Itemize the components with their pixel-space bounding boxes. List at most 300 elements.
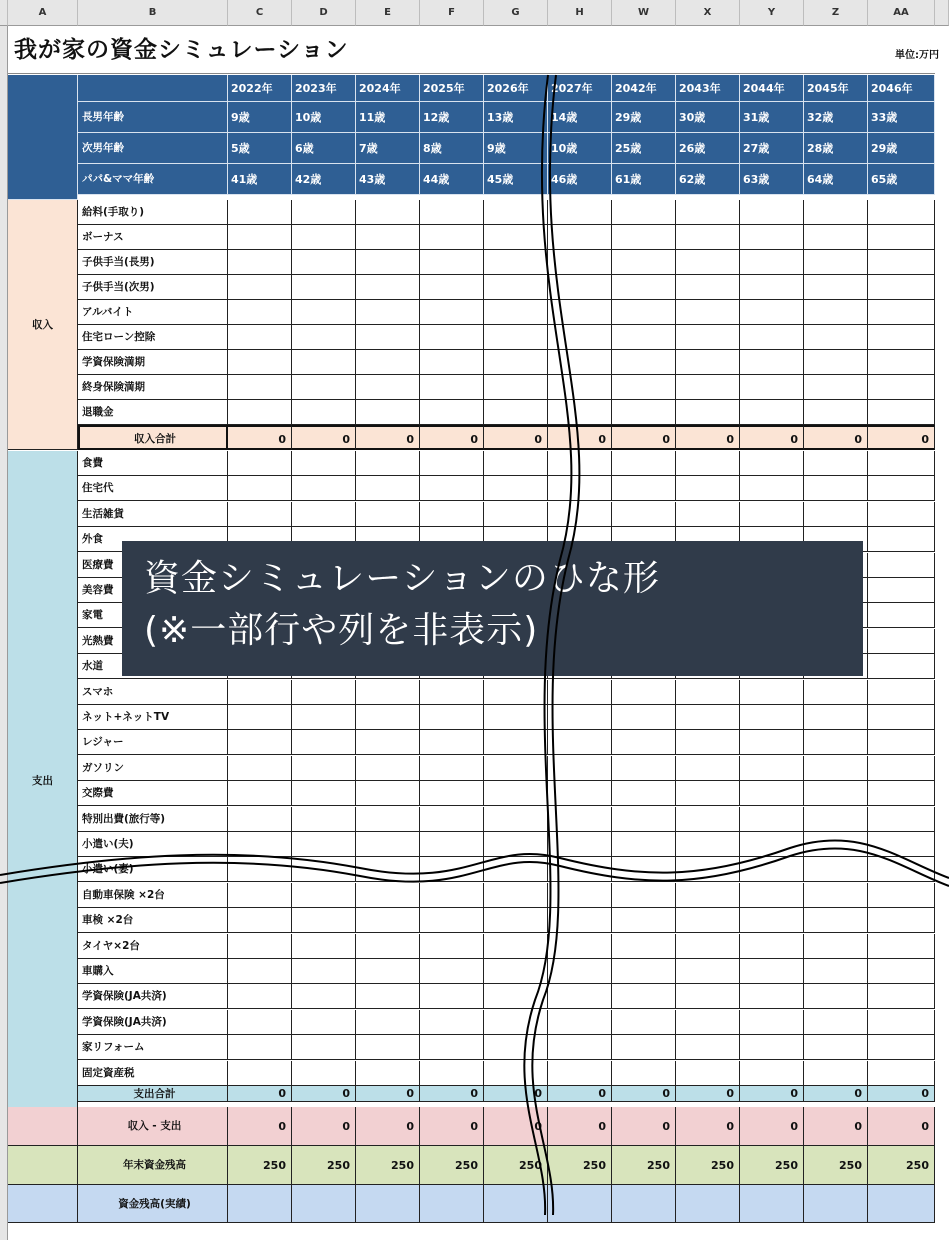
income-cell: [292, 225, 356, 250]
expense-cell: [676, 680, 740, 705]
income-item-label: 住宅ローン控除: [78, 325, 228, 350]
income-total-cell: 0: [740, 425, 804, 450]
expense-cell: [548, 1035, 612, 1060]
column-header-AA[interactable]: AA: [868, 0, 935, 26]
expense-cell: [740, 781, 804, 806]
income-section-label: 収入: [8, 200, 78, 450]
expense-cell: [804, 1061, 868, 1086]
expense-cell: [676, 1010, 740, 1035]
income-total-cell: 0: [356, 425, 420, 450]
age-row-label: パパ&ママ年齢: [78, 164, 228, 195]
column-header-F[interactable]: F: [420, 0, 484, 26]
expense-item-label: 住宅代: [78, 476, 228, 501]
age-cell: 14歳: [548, 102, 612, 133]
age-cell: 29歳: [612, 102, 676, 133]
income-cell: [356, 400, 420, 425]
expense-cell: [484, 680, 548, 705]
expense-cell: [420, 1035, 484, 1060]
expense-item-label: 小遣い(夫): [78, 832, 228, 857]
age-cell: 11歳: [356, 102, 420, 133]
expense-cell: [484, 984, 548, 1009]
expense-cell: [868, 883, 935, 908]
expense-cell: [804, 908, 868, 933]
expense-cell: [612, 781, 676, 806]
income-cell: [420, 250, 484, 275]
expense-item-label: 車購入: [78, 959, 228, 984]
expense-cell: [612, 730, 676, 755]
expense-cell: [804, 959, 868, 984]
expense-cell: [356, 1010, 420, 1035]
age-cell: 31歳: [740, 102, 804, 133]
unit-label: 単位:万円: [895, 50, 939, 61]
expense-cell: [548, 1010, 612, 1035]
income-total-cell: 0: [420, 425, 484, 450]
expense-cell: [420, 451, 484, 476]
expense-cell: [612, 756, 676, 781]
income-total-cell: 0: [292, 425, 356, 450]
expense-cell: [548, 756, 612, 781]
income-item-label: 退職金: [78, 400, 228, 425]
column-header-D[interactable]: D: [292, 0, 356, 26]
year-end-cell: 250: [356, 1146, 420, 1185]
expense-cell: [228, 883, 292, 908]
expense-cell: [228, 756, 292, 781]
income-cell: [868, 225, 935, 250]
expense-cell: [740, 1035, 804, 1060]
diff-cell: 0: [868, 1107, 935, 1146]
expense-cell: [868, 502, 935, 527]
expense-cell: [356, 756, 420, 781]
expense-cell: [676, 730, 740, 755]
year-end-cell: 250: [292, 1146, 356, 1185]
income-cell: [420, 200, 484, 225]
expense-cell: [804, 705, 868, 730]
income-cell: [868, 275, 935, 300]
expense-cell: [420, 807, 484, 832]
expense-cell: [548, 502, 612, 527]
expense-item-label: タイヤ×2台: [78, 934, 228, 959]
income-cell: [548, 375, 612, 400]
expense-cell: [484, 451, 548, 476]
expense-cell: [228, 857, 292, 882]
expense-section-label: 支出: [8, 451, 78, 1111]
age-cell: 9歳: [228, 102, 292, 133]
expense-total-cell: 0: [740, 1086, 804, 1102]
column-header-Z[interactable]: Z: [804, 0, 868, 26]
income-cell: [804, 225, 868, 250]
year-end-cell: 250: [612, 1146, 676, 1185]
actual-cell: [740, 1185, 804, 1223]
income-cell: [484, 375, 548, 400]
expense-cell: [484, 959, 548, 984]
income-cell: [484, 300, 548, 325]
age-row-label: 長男年齢: [78, 102, 228, 133]
expense-cell: [612, 1035, 676, 1060]
expense-cell: [292, 807, 356, 832]
expense-cell: [612, 680, 676, 705]
column-header-Y[interactable]: Y: [740, 0, 804, 26]
expense-cell: [356, 984, 420, 1009]
expense-cell: [292, 476, 356, 501]
income-cell: [548, 300, 612, 325]
expense-item-label: ガソリン: [78, 756, 228, 781]
expense-cell: [484, 1010, 548, 1035]
expense-total-cell: 0: [420, 1086, 484, 1102]
year-end-cell: 250: [676, 1146, 740, 1185]
column-header-A[interactable]: A: [8, 0, 78, 26]
caption-line-2: (※一部行や列を非表示): [144, 610, 539, 651]
income-cell: [420, 400, 484, 425]
expense-cell: [420, 1010, 484, 1035]
expense-cell: [420, 883, 484, 908]
expense-total-cell: 0: [228, 1086, 292, 1102]
diff-label: 収入 - 支出: [78, 1107, 228, 1146]
age-cell: 6歳: [292, 133, 356, 164]
year-end-cell: 250: [804, 1146, 868, 1185]
expense-cell: [676, 1061, 740, 1086]
age-cell: 30歳: [676, 102, 740, 133]
column-header-H[interactable]: H: [548, 0, 612, 26]
expense-cell: [740, 807, 804, 832]
expense-cell: [804, 1010, 868, 1035]
income-cell: [740, 200, 804, 225]
expense-cell: [804, 451, 868, 476]
expense-cell: [356, 1035, 420, 1060]
expense-item-label: 車検 ×2台: [78, 908, 228, 933]
year-header: 2027年: [548, 75, 612, 102]
expense-cell: [356, 908, 420, 933]
column-header-B[interactable]: B: [78, 0, 228, 26]
expense-total-cell: 0: [484, 1086, 548, 1102]
age-cell: 62歳: [676, 164, 740, 195]
expense-cell: [292, 908, 356, 933]
income-cell: [612, 250, 676, 275]
actual-cell: [356, 1185, 420, 1223]
expense-cell: [612, 934, 676, 959]
income-cell: [804, 200, 868, 225]
expense-cell: [868, 629, 935, 654]
sheet-title: 我が家の資金シミュレーション: [14, 37, 349, 63]
income-cell: [740, 400, 804, 425]
income-cell: [676, 200, 740, 225]
income-cell: [740, 300, 804, 325]
expense-cell: [612, 857, 676, 882]
income-cell: [356, 225, 420, 250]
corner-cell: [0, 0, 8, 26]
income-item-label: 子供手当(次男): [78, 275, 228, 300]
expense-cell: [740, 502, 804, 527]
expense-cell: [740, 908, 804, 933]
expense-item-label: 交際費: [78, 781, 228, 806]
income-cell: [612, 300, 676, 325]
expense-cell: [804, 807, 868, 832]
year-end-cell: 250: [548, 1146, 612, 1185]
expense-cell: [420, 781, 484, 806]
actual-cell: [228, 1185, 292, 1223]
expense-cell: [420, 705, 484, 730]
expense-cell: [676, 807, 740, 832]
expense-cell: [612, 984, 676, 1009]
expense-cell: [484, 1035, 548, 1060]
expense-cell: [676, 832, 740, 857]
income-cell: [868, 400, 935, 425]
expense-cell: [420, 756, 484, 781]
income-cell: [740, 225, 804, 250]
column-header-G[interactable]: G: [484, 0, 548, 26]
income-cell: [484, 225, 548, 250]
expense-item-label: 自動車保険 ×2台: [78, 883, 228, 908]
year-end-cell: 250: [228, 1146, 292, 1185]
income-total-cell: 0: [804, 425, 868, 450]
expense-item-label: 家電: [78, 603, 228, 628]
income-cell: [548, 400, 612, 425]
income-cell: [356, 250, 420, 275]
expense-cell: [356, 807, 420, 832]
expense-cell: [612, 502, 676, 527]
year-header: 2022年: [228, 75, 292, 102]
income-cell: [868, 250, 935, 275]
caption-overlay: [122, 541, 863, 676]
expense-cell: [612, 1061, 676, 1086]
expense-total-cell: 0: [292, 1086, 356, 1102]
expense-total-cell: 0: [868, 1086, 935, 1102]
expense-cell: [356, 934, 420, 959]
income-cell: [484, 350, 548, 375]
income-cell: [228, 250, 292, 275]
expense-cell: [420, 680, 484, 705]
income-cell: [292, 275, 356, 300]
income-cell: [292, 200, 356, 225]
expense-cell: [804, 730, 868, 755]
income-cell: [676, 300, 740, 325]
expense-cell: [740, 883, 804, 908]
year-header: 2025年: [420, 75, 484, 102]
age-cell: 25歳: [612, 133, 676, 164]
income-cell: [740, 325, 804, 350]
expense-cell: [484, 1061, 548, 1086]
age-cell: 7歳: [356, 133, 420, 164]
expense-cell: [612, 1010, 676, 1035]
expense-cell: [868, 654, 935, 679]
age-cell: 5歳: [228, 133, 292, 164]
expense-cell: [356, 476, 420, 501]
actual-cell: [868, 1185, 935, 1223]
income-cell: [868, 375, 935, 400]
expense-cell: [420, 908, 484, 933]
expense-cell: [740, 476, 804, 501]
income-cell: [356, 200, 420, 225]
expense-cell: [228, 451, 292, 476]
income-cell: [676, 325, 740, 350]
expense-cell: [868, 553, 935, 578]
expense-cell: [228, 680, 292, 705]
expense-cell: [420, 502, 484, 527]
expense-cell: [868, 781, 935, 806]
expense-cell: [484, 476, 548, 501]
expense-cell: [484, 756, 548, 781]
income-item-label: 給料(手取り): [78, 200, 228, 225]
income-cell: [676, 225, 740, 250]
income-cell: [484, 325, 548, 350]
expense-total-cell: 0: [612, 1086, 676, 1102]
expense-cell: [228, 781, 292, 806]
age-cell: 9歳: [484, 133, 548, 164]
expense-cell: [228, 502, 292, 527]
expense-cell: [868, 959, 935, 984]
expense-cell: [228, 476, 292, 501]
expense-cell: [356, 857, 420, 882]
expense-cell: [676, 959, 740, 984]
income-cell: [612, 375, 676, 400]
column-header-X[interactable]: X: [676, 0, 740, 26]
expense-cell: [548, 451, 612, 476]
expense-cell: [804, 781, 868, 806]
expense-cell: [612, 908, 676, 933]
expense-cell: [676, 781, 740, 806]
expense-cell: [612, 476, 676, 501]
expense-cell: [804, 1035, 868, 1060]
expense-cell: [356, 959, 420, 984]
expense-cell: [228, 807, 292, 832]
age-cell: 12歳: [420, 102, 484, 133]
diff-cell: 0: [548, 1107, 612, 1146]
income-cell: [228, 325, 292, 350]
expense-cell: [228, 730, 292, 755]
expense-item-label: 水道: [78, 654, 228, 679]
expense-cell: [356, 705, 420, 730]
year_end-side: [8, 1146, 78, 1185]
income-cell: [356, 300, 420, 325]
expense-cell: [484, 705, 548, 730]
expense-item-label: ネット+ネットTV: [78, 705, 228, 730]
year-end-cell: 250: [868, 1146, 935, 1185]
expense-cell: [484, 883, 548, 908]
diff-cell: 0: [740, 1107, 804, 1146]
income-cell: [484, 400, 548, 425]
income-item-label: 終身保険満期: [78, 375, 228, 400]
income-total-cell: 0: [484, 425, 548, 450]
income-cell: [356, 350, 420, 375]
expense-cell: [548, 680, 612, 705]
income-cell: [420, 275, 484, 300]
header-corner: [78, 75, 228, 102]
expense-item-label: 食費: [78, 451, 228, 476]
income-cell: [548, 275, 612, 300]
income-cell: [612, 275, 676, 300]
expense-cell: [292, 959, 356, 984]
age-cell: 63歳: [740, 164, 804, 195]
year-header: 2043年: [676, 75, 740, 102]
expense-cell: [292, 934, 356, 959]
income-cell: [548, 350, 612, 375]
expense-cell: [676, 502, 740, 527]
age-row-label: 次男年齢: [78, 133, 228, 164]
expense-cell: [804, 476, 868, 501]
income-total-cell: 0: [676, 425, 740, 450]
expense-cell: [548, 984, 612, 1009]
age-cell: 65歳: [868, 164, 935, 195]
income-cell: [228, 225, 292, 250]
expense-cell: [740, 756, 804, 781]
column-header-W[interactable]: W: [612, 0, 676, 26]
income-cell: [676, 250, 740, 275]
year-end-cell: 250: [740, 1146, 804, 1185]
expense-cell: [676, 883, 740, 908]
expense-cell: [740, 934, 804, 959]
expense-cell: [676, 451, 740, 476]
income-cell: [292, 300, 356, 325]
expense-cell: [612, 705, 676, 730]
expense-cell: [484, 502, 548, 527]
expense-item-label: 学資保険(JA共済): [78, 984, 228, 1009]
expense-cell: [548, 730, 612, 755]
year-header: 2024年: [356, 75, 420, 102]
column-header-C[interactable]: C: [228, 0, 292, 26]
expense-cell: [548, 807, 612, 832]
income-cell: [420, 325, 484, 350]
income-total-cell: 0: [548, 425, 612, 450]
income-cell: [548, 325, 612, 350]
expense-cell: [356, 781, 420, 806]
expense-cell: [420, 476, 484, 501]
expense-cell: [420, 984, 484, 1009]
income-cell: [804, 350, 868, 375]
expense-cell: [548, 883, 612, 908]
expense-cell: [356, 451, 420, 476]
income-cell: [740, 375, 804, 400]
expense-item-label: スマホ: [78, 680, 228, 705]
column-header-filler: [935, 0, 949, 26]
expense-cell: [292, 781, 356, 806]
expense-item-label: 外食: [78, 527, 228, 552]
income-cell: [676, 400, 740, 425]
income-total-cell: 0: [868, 425, 935, 450]
income-cell: [548, 200, 612, 225]
expense-cell: [740, 1010, 804, 1035]
expense-cell: [292, 1010, 356, 1035]
expense-item-label: レジャー: [78, 730, 228, 755]
income-item-label: アルバイト: [78, 300, 228, 325]
income-cell: [804, 400, 868, 425]
expense-cell: [804, 756, 868, 781]
expense-cell: [868, 578, 935, 603]
income-cell: [740, 350, 804, 375]
expense-cell: [740, 1061, 804, 1086]
expense-cell: [228, 908, 292, 933]
expense-total-cell: 0: [804, 1086, 868, 1102]
column-header-E[interactable]: E: [356, 0, 420, 26]
expense-cell: [868, 527, 935, 552]
age-cell: 43歳: [356, 164, 420, 195]
year-end-label: 年末資金残高: [78, 1146, 228, 1185]
income-cell: [420, 225, 484, 250]
actual-cell: [804, 1185, 868, 1223]
caption-line-1: 資金シミュレーションのひな形: [144, 558, 660, 599]
expense-cell: [420, 959, 484, 984]
income-total-label: 収入合計: [78, 425, 228, 450]
expense-cell: [292, 680, 356, 705]
income-cell: [612, 400, 676, 425]
expense-cell: [612, 451, 676, 476]
expense-cell: [356, 502, 420, 527]
income-cell: [484, 275, 548, 300]
expense-cell: [868, 680, 935, 705]
expense-item-label: 医療費: [78, 553, 228, 578]
income-cell: [740, 250, 804, 275]
expense-cell: [676, 934, 740, 959]
age-cell: 33歳: [868, 102, 935, 133]
expense-cell: [356, 680, 420, 705]
